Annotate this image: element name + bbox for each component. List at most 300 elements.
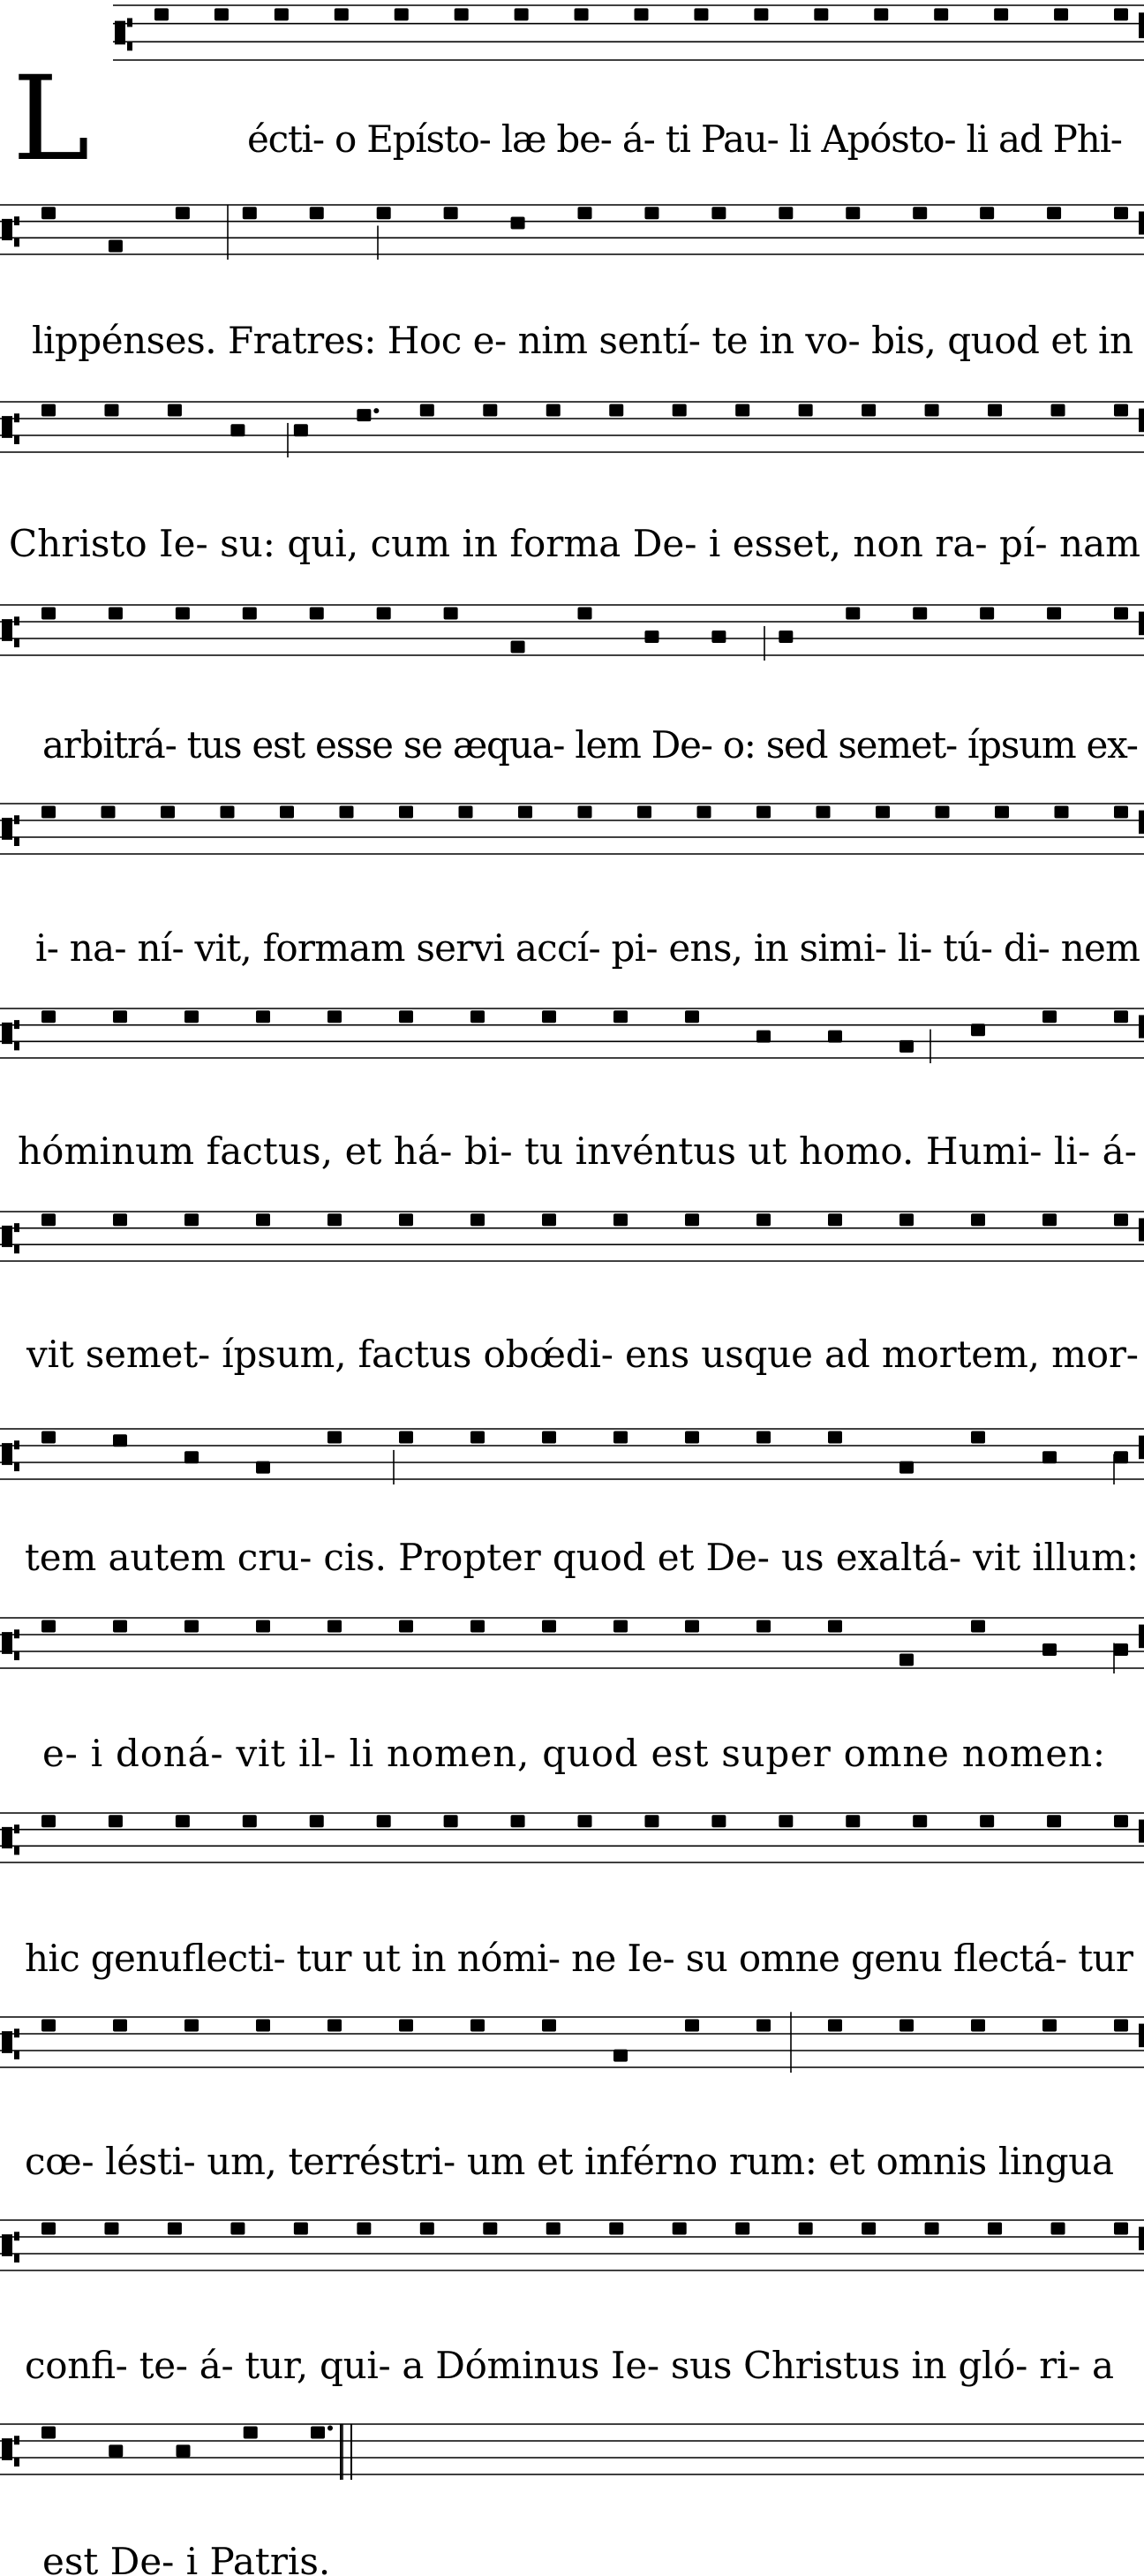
- lyric-syllable: ne: [560, 1937, 617, 1980]
- lyric-syllable: De-: [98, 2540, 175, 2576]
- neume-note: [327, 2019, 342, 2031]
- lyric-syllable: bis,: [860, 319, 937, 362]
- neume-note: [644, 631, 659, 643]
- neume-note: [644, 207, 659, 219]
- neume-note: [613, 1010, 628, 1023]
- neume-note: [470, 1620, 485, 1632]
- neume-note: [828, 2019, 842, 2031]
- lyric-syllable: tem: [25, 1536, 97, 1579]
- neume-note: [756, 1213, 771, 1226]
- lyric-syllable: ad: [812, 1333, 870, 1376]
- neume-note: [377, 607, 391, 619]
- lyric-syllable: sed: [755, 723, 829, 767]
- neume-note: [177, 2444, 191, 2457]
- lyric-syllable: esse: [304, 723, 395, 767]
- lyric-syllable: semet-: [827, 723, 959, 767]
- neume-note: [925, 404, 939, 416]
- lyric-syllable: li-: [1042, 1129, 1091, 1173]
- neume-note: [899, 1213, 914, 1226]
- neume-note: [936, 805, 950, 818]
- lyric-syllable: flectá-: [942, 1937, 1068, 1980]
- neume-note: [613, 2050, 628, 2062]
- lyric-syllable: sentí-: [587, 319, 701, 362]
- lyric-syllable: doná-: [102, 1732, 223, 1775]
- neume-note: [1042, 2019, 1057, 2031]
- neume-note: [899, 1653, 914, 1666]
- neume-note: [779, 631, 793, 643]
- neume-note: [685, 1213, 699, 1226]
- neume-note: [41, 1010, 56, 1023]
- neume-note: [828, 1031, 842, 1043]
- neume-note: [357, 2222, 371, 2234]
- lyric-line: [25, 1937, 1134, 1980]
- lyric-syllable: æqua-: [441, 723, 566, 767]
- clef-icon: [2, 2436, 19, 2466]
- lyric-syllable: cis.: [312, 1536, 387, 1579]
- neume-note: [609, 2222, 623, 2234]
- lyric-syllable: se: [392, 723, 444, 767]
- neume-note: [399, 1431, 413, 1443]
- clef-icon: [2, 413, 19, 444]
- neume-note: [176, 207, 190, 219]
- neume-note: [420, 2222, 434, 2234]
- lyric-syllable: tur: [285, 1937, 352, 1980]
- neume-note: [637, 805, 651, 818]
- clef-icon: [2, 815, 19, 846]
- lyric-syllable: ípsum,: [210, 1333, 347, 1376]
- neume-note: [41, 207, 56, 219]
- neume-note: [913, 207, 927, 219]
- neume-note: [41, 404, 56, 416]
- clef-icon: [115, 18, 132, 50]
- neume-note: [340, 805, 354, 818]
- neume-note: [357, 409, 371, 421]
- lyric-syllable: arbitrá-: [42, 723, 177, 767]
- neume-note: [310, 607, 324, 619]
- lyric-syllable: vo-: [794, 319, 861, 362]
- neume-note: [109, 1815, 123, 1827]
- neume-note: [41, 607, 56, 619]
- neume-note: [41, 1431, 56, 1443]
- neume-note: [113, 1010, 127, 1023]
- neume-note: [256, 1462, 270, 1474]
- lyric-syllable: Patris.: [198, 2540, 331, 2576]
- lyric-line: [42, 723, 1139, 767]
- clef-icon: [2, 1223, 19, 1253]
- neume-note: [109, 607, 123, 619]
- neume-note: [846, 207, 860, 219]
- custos: [1139, 811, 1144, 835]
- neume-note: [483, 2222, 497, 2234]
- neume-note: [41, 2222, 56, 2234]
- neume-note: [575, 8, 589, 20]
- neume-note: [542, 1213, 556, 1226]
- clef-icon: [2, 216, 19, 246]
- lyric-syllable: ri-: [1027, 2344, 1081, 2387]
- neume-note: [221, 805, 235, 818]
- lyric-syllable: ens: [613, 1333, 690, 1376]
- lyric-syllable: in: [1087, 319, 1133, 362]
- neume-note: [971, 1213, 985, 1226]
- lyric-syllable: tú-: [931, 926, 993, 970]
- lyric-syllable: gló-: [946, 2344, 1028, 2387]
- lyric-syllable: i: [174, 2540, 199, 2576]
- neume-note: [113, 1620, 127, 1632]
- lyric-syllable: quod: [530, 1732, 638, 1775]
- lyric-syllable: forma: [498, 522, 621, 565]
- neume-note: [697, 805, 711, 818]
- neume-note: [542, 2019, 556, 2031]
- lyric-syllable: omne: [727, 1937, 840, 1980]
- clef-icon: [2, 1020, 19, 1050]
- neume-note: [41, 2426, 56, 2438]
- neume-note: [846, 1815, 860, 1827]
- neume-note: [1114, 805, 1128, 818]
- neume-note: [735, 2222, 749, 2234]
- lyric-syllable: autem: [96, 1536, 226, 1579]
- lyric-syllable: be-: [546, 117, 613, 161]
- lyric-line: [26, 1333, 1139, 1376]
- lyric-syllable: a: [1080, 2344, 1114, 2387]
- neume-note: [399, 1010, 413, 1023]
- neume-note: [214, 8, 229, 20]
- neume-note: [41, 805, 56, 818]
- neume-note: [1051, 404, 1065, 416]
- custos: [1139, 2227, 1144, 2251]
- neume-note: [814, 8, 828, 20]
- neume-note: [377, 207, 391, 219]
- custos: [1139, 1015, 1144, 1038]
- neume-note: [470, 1431, 485, 1443]
- lyric-syllable: qui,: [275, 522, 359, 565]
- lyric-syllable: us: [769, 1536, 824, 1579]
- neume-note: [420, 404, 434, 416]
- lyric-syllable: Propter: [386, 1536, 541, 1579]
- lyric-line: [25, 1536, 1139, 1579]
- neume-note: [377, 1815, 391, 1827]
- lyric-syllable: inférno: [573, 2140, 719, 2183]
- neume-note: [113, 1213, 127, 1226]
- lyric-syllable: De-: [621, 522, 697, 565]
- neume-note: [613, 1213, 628, 1226]
- lyric-syllable: li: [955, 117, 990, 161]
- lyric-syllable: mortem,: [869, 1333, 1041, 1376]
- lyric-line: [247, 117, 1123, 161]
- neume-note: [256, 2019, 270, 2031]
- custos: [1139, 2024, 1144, 2048]
- lyric-syllable: rum:: [717, 2140, 817, 2183]
- neume-note: [779, 1815, 793, 1827]
- lyric-syllable: i: [696, 522, 721, 565]
- lyric-syllable: cru-: [225, 1536, 312, 1579]
- neume-note: [518, 805, 532, 818]
- neume-note: [635, 8, 649, 20]
- neume-note: [41, 1815, 56, 1827]
- lyric-syllable: te: [700, 319, 749, 362]
- lyric-syllable: na-: [58, 926, 127, 970]
- neume-note: [685, 1431, 699, 1443]
- neume-note: [327, 1431, 342, 1443]
- neume-note: [399, 1213, 413, 1226]
- lyric-syllable: ní-: [125, 926, 184, 970]
- neume-note: [542, 1431, 556, 1443]
- lyric-syllable: i: [78, 1732, 103, 1775]
- neume-note: [109, 2444, 123, 2457]
- neume-note: [230, 2222, 245, 2234]
- neume-note: [41, 1620, 56, 1632]
- mora-dot: [373, 408, 379, 413]
- lyric-syllable: ad: [987, 117, 1043, 161]
- neume-note: [925, 2222, 939, 2234]
- lyric-syllable: terréstri-: [276, 2140, 456, 2183]
- neume-note: [470, 1010, 485, 1023]
- lyric-line: [9, 522, 1140, 565]
- lyric-syllable: o: [323, 117, 358, 161]
- neume-note: [168, 404, 182, 416]
- neume-note: [613, 1431, 628, 1443]
- neume-note: [546, 2222, 561, 2234]
- neume-note: [184, 2019, 199, 2031]
- lyric-syllable: á-: [1090, 1129, 1137, 1173]
- neume-note: [971, 1620, 985, 1632]
- neume-note: [735, 404, 749, 416]
- neume-note: [995, 805, 1009, 818]
- lyric-syllable: illum:: [1020, 1536, 1139, 1579]
- neume-note: [899, 2019, 914, 2031]
- neume-note: [799, 404, 813, 416]
- neume-note: [113, 2019, 127, 2031]
- neume-note: [1114, 8, 1128, 20]
- lyric-syllable: te-: [127, 2344, 188, 2387]
- neume-note: [685, 1620, 699, 1632]
- lyric-syllable: um: [455, 2140, 526, 2183]
- lyric-syllable: Epísto-: [356, 117, 492, 161]
- lyric-syllable: tur: [1066, 1937, 1133, 1980]
- neume-note: [899, 1462, 914, 1474]
- neume-note: [161, 805, 175, 818]
- lyric-syllable: lésti-: [94, 2140, 196, 2183]
- neume-note: [1114, 2019, 1128, 2031]
- custos: [1139, 12, 1144, 38]
- neume-note: [444, 607, 458, 619]
- lyric-syllable: sus: [659, 2344, 733, 2387]
- lyric-syllable: há-: [381, 1129, 453, 1173]
- lyric-syllable: semet-: [73, 1333, 211, 1376]
- neume-note: [244, 2426, 258, 2438]
- lyric-syllable: est: [638, 1732, 709, 1775]
- lyric-syllable: nomen:: [949, 1732, 1105, 1775]
- neume-note: [102, 805, 116, 818]
- neume-note: [1047, 607, 1061, 619]
- lyric-syllable: quod: [540, 1536, 646, 1579]
- lyric-syllable: su:: [207, 522, 275, 565]
- lyric-syllable: factus: [346, 1333, 472, 1376]
- lyric-syllable: nim: [506, 319, 588, 362]
- lyric-syllable: i-: [35, 926, 59, 970]
- neume-note: [862, 2222, 876, 2234]
- lyric-syllable: super: [709, 1732, 831, 1775]
- custos: [1139, 1436, 1144, 1460]
- neume-note: [444, 207, 458, 219]
- neume-note: [104, 2222, 118, 2234]
- neume-note: [756, 2019, 771, 2031]
- neume-note: [799, 2222, 813, 2234]
- lyric-syllable: hóminum: [18, 1129, 195, 1173]
- neume-note: [980, 207, 994, 219]
- neume-note: [399, 805, 413, 818]
- neume-note: [1042, 1213, 1057, 1226]
- lyric-line: [35, 926, 1140, 970]
- neume-note: [711, 207, 726, 219]
- neume-note: [609, 404, 623, 416]
- neume-note: [913, 607, 927, 619]
- lyric-syllable: hic: [25, 1937, 80, 1980]
- neume-note: [184, 1620, 199, 1632]
- lyric-syllable: et: [525, 2140, 574, 2183]
- neume-note: [828, 1213, 842, 1226]
- lyric-syllable: qui-: [307, 2344, 391, 2387]
- lyric-syllable: su: [674, 1937, 728, 1980]
- lyric-syllable: quod: [936, 319, 1040, 362]
- neume-note: [176, 607, 190, 619]
- neume-note: [511, 640, 525, 653]
- lyric-syllable: est: [241, 723, 306, 767]
- clef-icon: [2, 1440, 19, 1471]
- lyric-syllable: á-: [187, 2344, 234, 2387]
- neume-note: [756, 1431, 771, 1443]
- lyric-syllable: Hoc: [375, 319, 463, 362]
- lyric-line: [42, 2540, 330, 2576]
- neume-note: [275, 8, 289, 20]
- lyric-syllable: nem: [1050, 926, 1140, 970]
- lyric-syllable: est: [42, 2540, 99, 2576]
- mora-dot: [327, 2425, 333, 2430]
- neume-note: [913, 1815, 927, 1827]
- neume-note: [828, 1431, 842, 1443]
- neume-note: [176, 1815, 190, 1827]
- neume-note: [1114, 607, 1128, 619]
- neume-note: [243, 1815, 257, 1827]
- lyric-syllable: a: [390, 2344, 425, 2387]
- lyric-syllable: et: [1039, 319, 1088, 362]
- neume-note: [335, 8, 349, 20]
- neume-note: [711, 1815, 726, 1827]
- clef-icon: [2, 1824, 19, 1855]
- lyric-syllable: cum: [358, 522, 451, 565]
- lyric-syllable: ex-: [1075, 723, 1139, 767]
- lyric-syllable: Fratres:: [216, 319, 377, 362]
- neume-note: [327, 1213, 342, 1226]
- lyric-syllable: ut: [735, 1129, 787, 1173]
- custos: [1139, 1218, 1144, 1241]
- lyric-syllable: tu: [512, 1129, 564, 1173]
- lyric-syllable: il-: [285, 1732, 336, 1775]
- lyric-syllable: usque: [689, 1333, 813, 1376]
- neume-note: [1051, 2222, 1065, 2234]
- neume-note: [184, 1010, 199, 1023]
- neume-note: [934, 8, 948, 20]
- custos: [1139, 211, 1144, 234]
- neume-note: [327, 1620, 342, 1632]
- lyric-syllable: Christo: [9, 522, 147, 565]
- clef-icon: [2, 1629, 19, 1660]
- neume-note: [673, 2222, 687, 2234]
- neume-note: [1047, 1815, 1061, 1827]
- lyric-syllable: ti: [654, 117, 691, 161]
- neume-note: [862, 404, 876, 416]
- neume-note: [511, 216, 525, 229]
- neume-note: [578, 805, 592, 818]
- lyric-syllable: læ: [490, 117, 547, 161]
- neume-note: [184, 1213, 199, 1226]
- neume-note: [230, 424, 245, 436]
- neume-note: [104, 404, 118, 416]
- lyric-line: [42, 1732, 1105, 1775]
- neume-note: [874, 8, 888, 20]
- neume-note: [971, 1024, 985, 1036]
- neume-note: [168, 2222, 182, 2234]
- neume-note: [1114, 1010, 1128, 1023]
- neume-note: [756, 1620, 771, 1632]
- custos: [1139, 1625, 1144, 1649]
- neume-note: [1055, 805, 1069, 818]
- lyric-syllable: lem: [564, 723, 642, 767]
- neume-note: [971, 2019, 985, 2031]
- lyric-syllable: non: [840, 522, 923, 565]
- neume-note: [109, 240, 123, 253]
- neume-note: [1054, 8, 1068, 20]
- lyric-syllable: Humi-: [914, 1129, 1042, 1173]
- lyric-syllable: ens,: [657, 926, 744, 970]
- lyric-syllable: Dóminus: [424, 2344, 600, 2387]
- neume-note: [444, 1815, 458, 1827]
- neume-note: [470, 2019, 485, 2031]
- neume-note: [846, 607, 860, 619]
- lyric-syllable: factus,: [194, 1129, 334, 1173]
- neume-note: [694, 8, 708, 20]
- neume-note: [578, 607, 592, 619]
- neume-note: [685, 2019, 699, 2031]
- lyric-syllable: et: [817, 2140, 865, 2183]
- lyric-syllable: nomen,: [373, 1732, 530, 1775]
- neume-note: [613, 1620, 628, 1632]
- lyric-syllable: ípsum: [956, 723, 1077, 767]
- lyric-syllable: invéntus: [563, 1129, 736, 1173]
- neume-note: [1042, 1010, 1057, 1023]
- neume-note: [899, 1040, 914, 1053]
- lyric-line: [32, 319, 1133, 362]
- lyric-syllable: De-: [694, 1536, 770, 1579]
- neume-note: [455, 8, 469, 20]
- custos: [1139, 1819, 1144, 1842]
- neume-note: [1042, 1643, 1057, 1656]
- lyric-syllable: bi-: [452, 1129, 513, 1173]
- neume-note: [1114, 1815, 1128, 1827]
- neume-note: [243, 207, 257, 219]
- neume-note: [756, 1031, 771, 1043]
- neume-note: [1114, 207, 1128, 219]
- lyric-syllable: cœ-: [25, 2140, 94, 2183]
- lyric-line: [25, 2344, 1114, 2387]
- neume-note: [971, 1431, 985, 1443]
- lyric-syllable: accí-: [504, 926, 601, 970]
- lyric-syllable: servi: [404, 926, 506, 970]
- neume-note: [41, 1213, 56, 1226]
- lyric-syllable: um,: [195, 2140, 277, 2183]
- neume-note: [994, 8, 1008, 20]
- lyric-syllable: simi-: [787, 926, 887, 970]
- neume-note: [113, 1434, 127, 1447]
